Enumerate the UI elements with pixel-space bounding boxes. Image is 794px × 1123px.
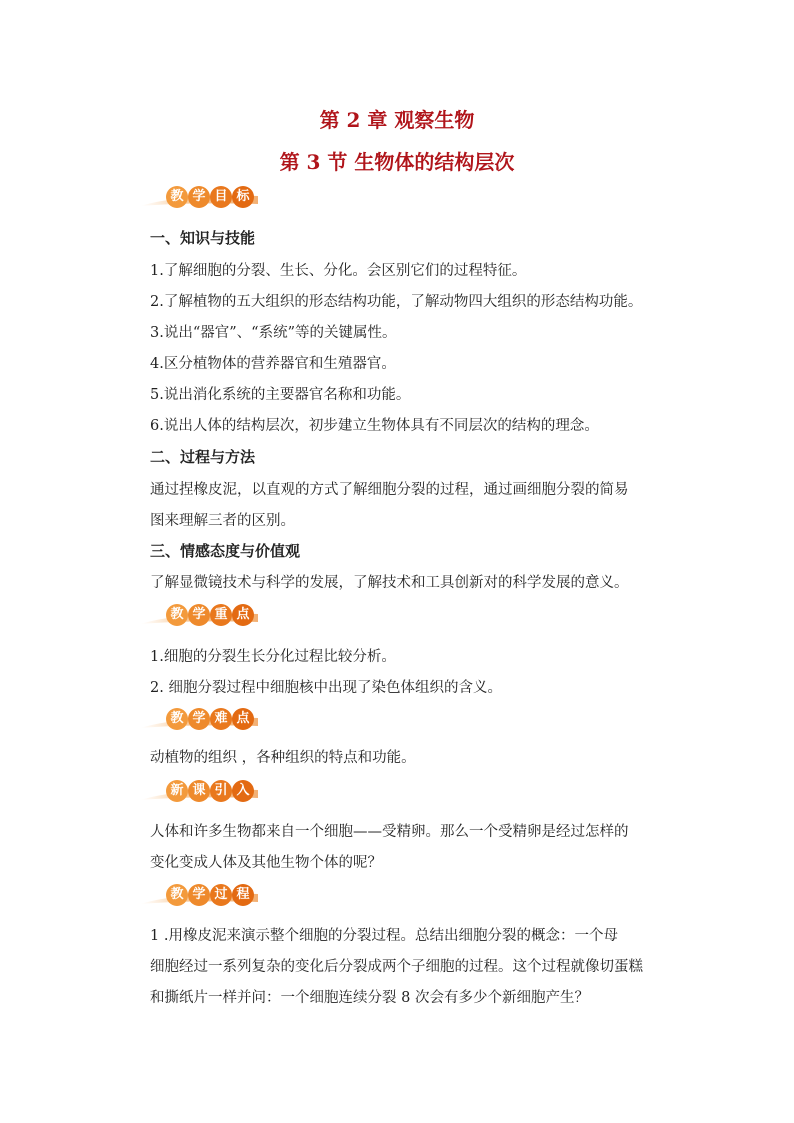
badge-char: 学 [188,884,210,906]
badge-char: 点 [232,604,254,626]
badge-char: 教 [166,604,188,626]
knowledge-item: 3.说出“器官”、“系统”等的关键属性。 [150,325,397,341]
intro-text: 变化变成人体及其他生物个体的呢？ [150,855,382,871]
knowledge-item: 2.了解植物的五大组织的形态结构功能，了解动物四大组织的形态结构功能。 [150,294,643,310]
badge-char: 学 [188,186,210,208]
badge-char: 过 [210,884,232,906]
knowledge-item: 4.区分植物体的营养器官和生殖器官。 [150,356,396,372]
knowledge-heading: 一、知识与技能 [150,229,256,247]
process-method-heading: 二、过程与方法 [150,448,256,466]
process-text: 1 .用橡皮泥来演示整个细胞的分裂过程。总结出细胞分裂的概念：一个母 [150,928,618,944]
badge-char: 新 [166,780,188,802]
badge-char: 教 [166,708,188,730]
emotion-text: 了解显微镜技术与科学的发展，了解技术和工具创新对的科学发展的意义。 [150,575,629,591]
process-text: 细胞经过一系列复杂的变化后分裂成两个子细胞的过程。这个过程就像切蛋糕 [150,959,643,975]
badge-char: 标 [232,186,254,208]
badge-char: 难 [210,708,232,730]
badge-char: 重 [210,604,232,626]
section-title: 第 3 节 生物体的结构层次 [279,150,515,174]
emotion-heading: 三、情感态度与价值观 [150,542,301,560]
badge-char: 教 [166,884,188,906]
process-text: 和撕纸片一样并问：一个细胞连续分裂 8 次会有多少个新细胞产生？ [150,990,589,1006]
chapter-title: 第 2 章 观察生物 [319,108,475,132]
badge-char: 点 [232,708,254,730]
badge-char: 教 [166,186,188,208]
key-point-item: 1.细胞的分裂生长分化过程比较分析。 [150,649,396,665]
process-method-text: 图来理解三者的区别。 [150,513,295,529]
badge-char: 课 [188,780,210,802]
badge-char: 目 [210,186,232,208]
intro-text: 人体和许多生物都来自一个细胞——受精卵。那么一个受精卵是经过怎样的 [150,824,629,840]
badge-char: 引 [210,780,232,802]
knowledge-item: 6.说出人体的结构层次，初步建立生物体具有不同层次的结构的理念。 [150,418,599,434]
badge-char: 学 [188,604,210,626]
badge-char: 入 [232,780,254,802]
knowledge-item: 1.了解细胞的分裂、生长、分化。会区别它们的过程特征。 [150,263,527,279]
knowledge-item: 5.说出消化系统的主要器官名称和功能。 [150,387,411,403]
badge-char: 学 [188,708,210,730]
key-point-item: 2. 细胞分裂过程中细胞核中出现了染色体组织的含义。 [150,680,502,696]
process-method-text: 通过捏橡皮泥，以直观的方式了解细胞分裂的过程，通过画细胞分裂的简易 [150,482,629,498]
difficulties-text: 动植物的组织 ，各种组织的特点和功能。 [150,750,416,766]
badge-char: 程 [232,884,254,906]
